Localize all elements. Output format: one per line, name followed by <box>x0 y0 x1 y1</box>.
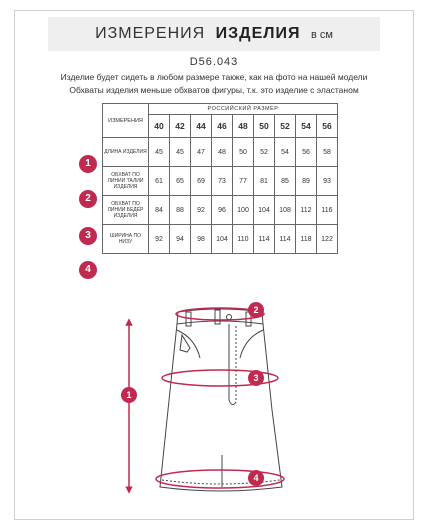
size-cell: 50 <box>254 115 275 138</box>
table-cell: 47 <box>191 138 212 167</box>
table-cell: 98 <box>191 225 212 254</box>
table-cell: 92 <box>191 196 212 225</box>
table-cell: 58 <box>317 138 338 167</box>
size-cell: 46 <box>212 115 233 138</box>
fit-note: Изделие будет сидеть в любом размере также, как на фото на нашей модели <box>60 72 368 82</box>
title-measurements: ИЗМЕРЕНИЯ <box>95 25 206 42</box>
table-cell: 122 <box>317 225 338 254</box>
row-number-badge: 1 <box>79 155 97 173</box>
table-cell: 45 <box>170 138 191 167</box>
table-cell: 110 <box>233 225 254 254</box>
hem-marker-4: 4 <box>248 470 264 486</box>
table-cell: 112 <box>296 196 317 225</box>
title-item: ИЗДЕЛИЯ <box>215 25 301 42</box>
size-cell: 56 <box>317 115 338 138</box>
table-cell: 89 <box>296 167 317 196</box>
table-cell: 88 <box>170 196 191 225</box>
table-cell: 81 <box>254 167 275 196</box>
row-label: ШИРИНА ПО НИЗУ <box>103 225 149 254</box>
row-number-badge: 2 <box>79 190 97 208</box>
row-label: ОБХВАТ ПО ЛИНИИ БЕДЕР ИЗДЕЛИЯ <box>103 196 149 225</box>
skirt-outline <box>160 309 282 491</box>
table-cell: 85 <box>275 167 296 196</box>
length-marker-1: 1 <box>121 387 137 403</box>
row-label: ОБХВАТ ПО ЛИНИИ ТАЛИИ ИЗДЕЛИЯ <box>103 167 149 196</box>
table-cell: 77 <box>233 167 254 196</box>
russian-size-header: РОССИЙСКИЙ РАЗМЕР <box>149 104 338 115</box>
table-cell: 61 <box>149 167 170 196</box>
table-cell: 73 <box>212 167 233 196</box>
skirt-drawing <box>0 290 428 520</box>
table-cell: 100 <box>233 196 254 225</box>
page-title <box>48 17 380 51</box>
waist-marker-2: 2 <box>248 302 264 318</box>
row-label: ДЛИНА ИЗДЕЛИЯ <box>103 138 149 167</box>
size-cell: 52 <box>275 115 296 138</box>
size-cell: 54 <box>296 115 317 138</box>
table-cell: 54 <box>275 138 296 167</box>
table-row <box>103 196 338 225</box>
table-cell: 116 <box>317 196 338 225</box>
table-cell: 96 <box>212 196 233 225</box>
table-header-row <box>103 104 338 115</box>
table-row <box>103 167 338 196</box>
table-cell: 114 <box>254 225 275 254</box>
table-cell: 92 <box>149 225 170 254</box>
size-cell: 40 <box>149 115 170 138</box>
table-cell: 45 <box>149 138 170 167</box>
table-cell: 84 <box>149 196 170 225</box>
article-number: D56.043 <box>189 56 239 68</box>
table-cell: 65 <box>170 167 191 196</box>
hip-marker-3: 3 <box>248 370 264 386</box>
table-row <box>103 225 338 254</box>
size-cell: 44 <box>191 115 212 138</box>
table-cell: 69 <box>191 167 212 196</box>
table-row <box>103 138 338 167</box>
table-cell: 93 <box>317 167 338 196</box>
measurements-header: ИЗМЕРЕНИЯ <box>103 104 149 138</box>
row-number-badge: 4 <box>79 261 97 279</box>
elastane-note: Обхваты изделия меньше обхватов фигуры, т.к. это изделие с эластаном <box>69 85 359 95</box>
table-cell: 108 <box>275 196 296 225</box>
table-cell: 104 <box>254 196 275 225</box>
table-cell: 114 <box>275 225 296 254</box>
size-table <box>102 103 338 254</box>
table-cell: 56 <box>296 138 317 167</box>
measurement-lines <box>129 308 284 490</box>
table-cell: 118 <box>296 225 317 254</box>
row-number-badge: 3 <box>79 227 97 245</box>
size-cell: 42 <box>170 115 191 138</box>
table-cell: 50 <box>233 138 254 167</box>
table-cell: 48 <box>212 138 233 167</box>
table-cell: 104 <box>212 225 233 254</box>
table-cell: 52 <box>254 138 275 167</box>
title-unit: в см <box>310 29 333 41</box>
table-cell: 94 <box>170 225 191 254</box>
size-cell: 48 <box>233 115 254 138</box>
